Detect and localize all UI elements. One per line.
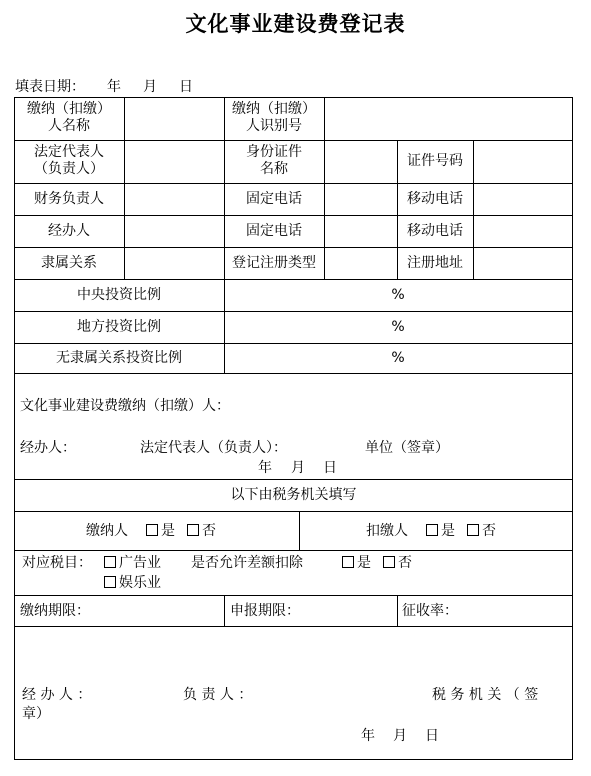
col-divider: [473, 140, 474, 279]
tax-authority-header: 以下由税务机关填写: [230, 487, 357, 503]
footer-year: 年: [361, 728, 375, 744]
fill-date-line: [15, 76, 193, 96]
declaration-month: 月: [291, 460, 305, 476]
percent-sign: %: [391, 287, 405, 303]
withholder-checkbox-row: [366, 522, 496, 540]
reg-type-label: 登记注册类型: [232, 255, 316, 271]
declaration-day: 日: [323, 460, 337, 476]
payer-name-label: 缴纳（扣缴） 人名称: [27, 101, 111, 134]
row-divider: [14, 183, 573, 184]
no-label: 否: [202, 523, 216, 539]
footer-day: 日: [425, 728, 439, 744]
deduction-options: [342, 554, 412, 572]
advertising-checkbox[interactable]: [104, 556, 116, 568]
mobile-phone-label: 移动电话: [407, 223, 463, 239]
payer-checkbox-row: [86, 522, 216, 540]
declaration-legal-rep: 法定代表人（负责人）：: [140, 440, 287, 456]
payer-yes-checkbox[interactable]: [146, 524, 158, 536]
advertising-option: [104, 554, 161, 572]
declaration-payer-line: 文化事业建设费缴纳（扣缴）人：: [20, 398, 230, 414]
withholder-yes-checkbox[interactable]: [426, 524, 438, 536]
id-doc-label: 身份证件 名称: [246, 144, 302, 177]
reg-address-label: 注册地址: [407, 255, 463, 271]
footer-agent-label: 经 办 人 ：: [22, 687, 92, 703]
tax-item-label: 对应税目：: [22, 555, 92, 571]
row-divider: [14, 311, 573, 312]
footer-authority-label: 税 务 机 关 （ 签: [432, 687, 539, 703]
row-divider: [14, 511, 573, 512]
row-divider: [14, 140, 573, 141]
finance-head-label: 财务负责人: [34, 191, 104, 207]
row-divider: [14, 550, 573, 551]
payer-id-label: 缴纳（扣缴） 人识别号: [232, 101, 316, 134]
date-month: 月: [143, 79, 157, 95]
id-number-label: 证件号码: [407, 153, 463, 169]
fixed-phone-label: 固定电话: [246, 191, 302, 207]
percent-sign: %: [391, 350, 405, 366]
declaration-year: 年: [258, 460, 272, 476]
row-divider: [14, 215, 573, 216]
row-divider: [14, 626, 573, 627]
legal-rep-label: 法定代表人 （负责人）: [34, 144, 104, 177]
no-label: 否: [482, 523, 496, 539]
deduction-question: 是否允许差额扣除: [191, 555, 303, 571]
form-title: 文化事业建设费登记表: [185, 11, 406, 36]
yes-label: 是: [441, 523, 455, 539]
local-investment-label: 地方投资比例: [77, 319, 161, 335]
percent-sign: %: [391, 319, 405, 335]
row-divider: [14, 279, 573, 280]
row-divider: [14, 595, 573, 596]
withholder-label: 扣缴人: [366, 523, 408, 539]
date-day: 日: [179, 79, 193, 95]
no-label: 否: [398, 555, 412, 571]
fill-date-label: 填表日期：: [15, 79, 85, 95]
row-divider: [14, 247, 573, 248]
date-year: 年: [107, 79, 121, 95]
col-divider: [324, 97, 325, 279]
agent-label: 经办人: [48, 223, 90, 239]
row-divider: [14, 479, 573, 480]
fixed-phone-label: 固定电话: [246, 223, 302, 239]
footer-authority-end: 章）: [22, 706, 50, 722]
col-divider: [224, 595, 225, 626]
advertising-label: 广告业: [119, 555, 161, 571]
entertainment-option: [104, 574, 161, 592]
entertainment-label: 娱乐业: [119, 575, 161, 591]
row-divider: [14, 373, 573, 374]
yes-label: 是: [357, 555, 371, 571]
mobile-phone-label: 移动电话: [407, 191, 463, 207]
central-investment-label: 中央投资比例: [77, 287, 161, 303]
no-affiliation-investment-label: 无隶属关系投资比例: [56, 350, 182, 366]
deduction-yes-checkbox[interactable]: [342, 556, 354, 568]
affiliation-label: 隶属关系: [41, 255, 97, 271]
declare-period-label: 申报期限：: [230, 603, 300, 619]
footer-responsible-label: 负 责 人 ：: [183, 687, 253, 703]
footer-month: 月: [393, 728, 407, 744]
deduction-no-checkbox[interactable]: [383, 556, 395, 568]
col-divider: [397, 595, 398, 626]
payment-period-label: 缴纳期限：: [20, 603, 90, 619]
declaration-unit-sign: 单位（签章）: [365, 440, 449, 456]
yes-label: 是: [161, 523, 175, 539]
col-divider: [299, 511, 300, 550]
withholder-no-checkbox[interactable]: [467, 524, 479, 536]
row-divider: [14, 343, 573, 344]
payer-label: 缴纳人: [86, 523, 128, 539]
payer-no-checkbox[interactable]: [187, 524, 199, 536]
levy-rate-label: 征收率：: [402, 603, 458, 619]
col-divider: [124, 97, 125, 279]
declaration-agent: 经办人：: [20, 440, 76, 456]
entertainment-checkbox[interactable]: [104, 576, 116, 588]
